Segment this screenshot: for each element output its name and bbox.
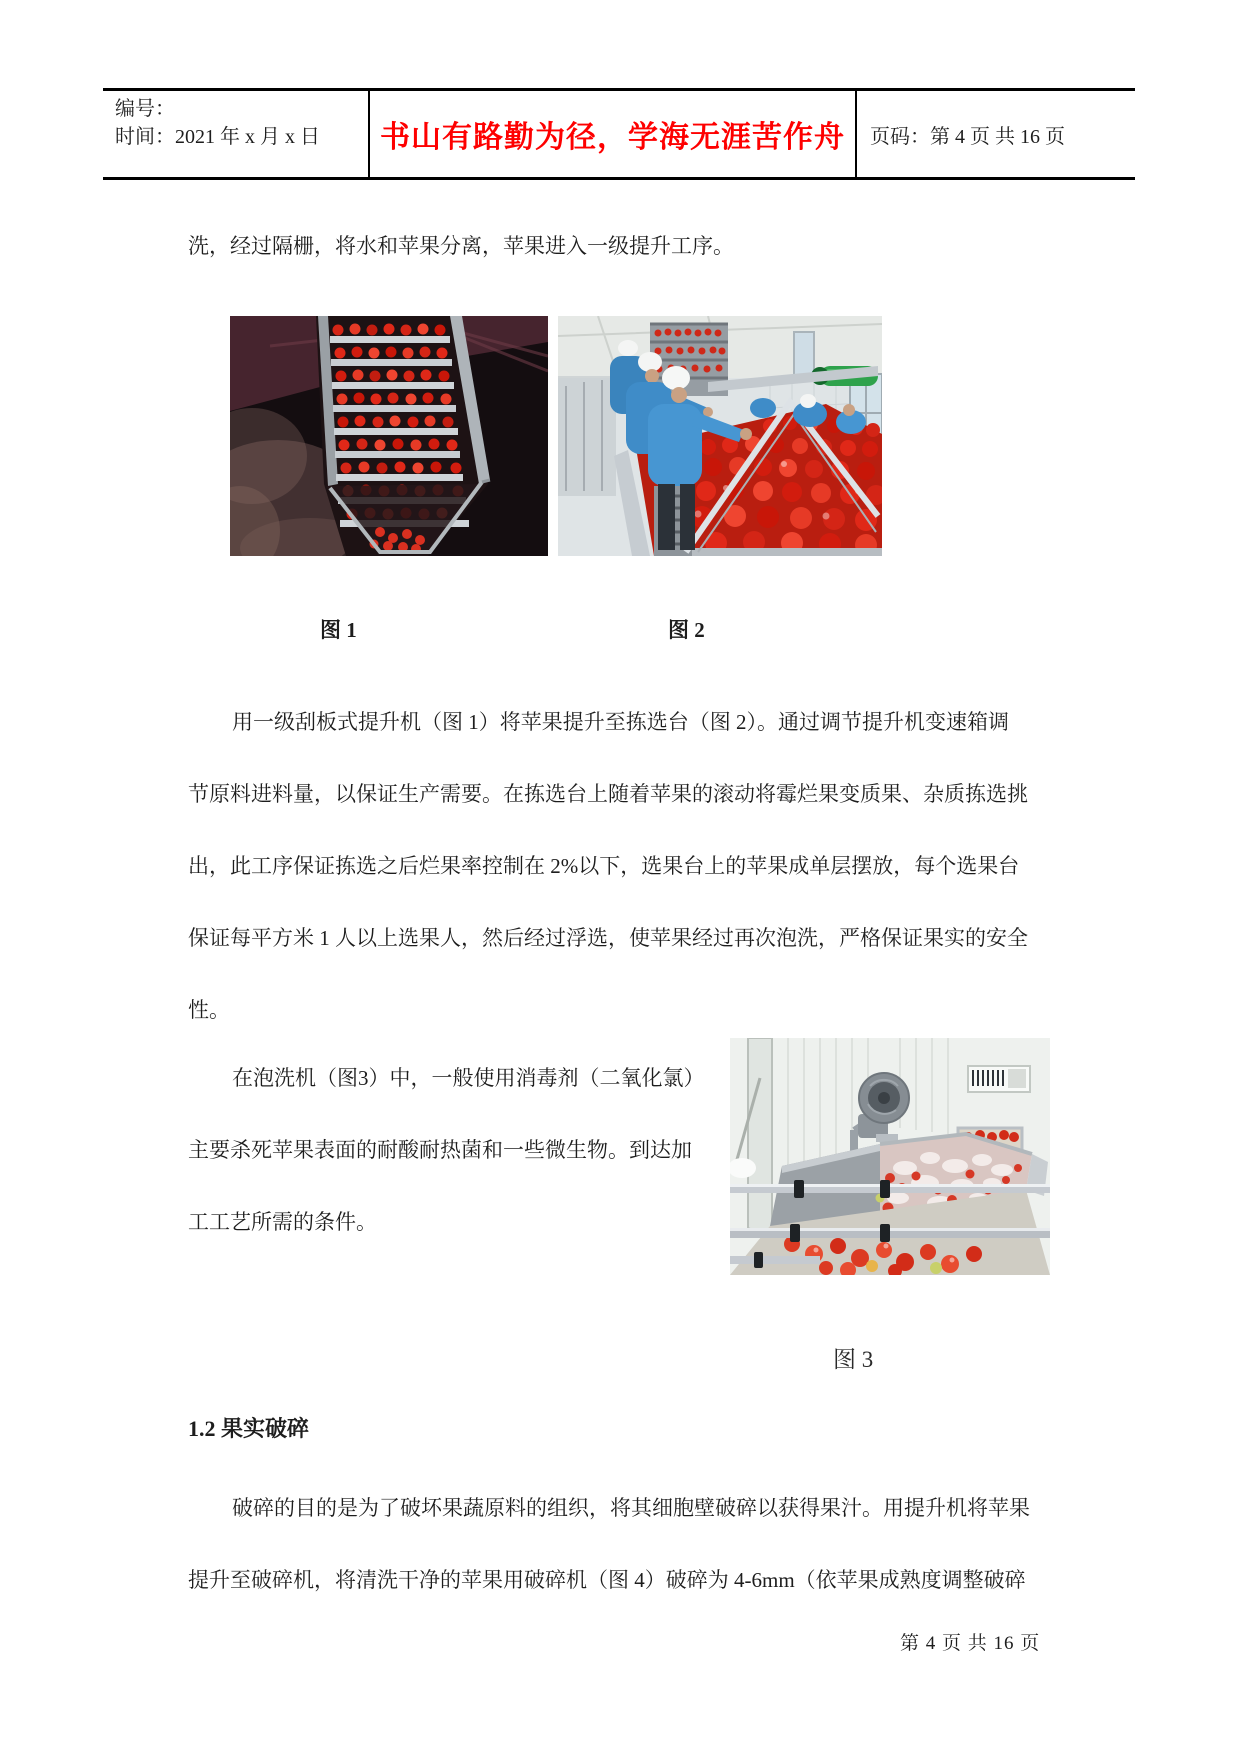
paragraph-2-line: 节原料进料量，以保证生产需要。在拣选台上随着苹果的滚动将霉烂果变质果、杂质拣选挑 [188, 782, 1028, 806]
footer-page-number: 第 4 页 共 16 页 [900, 1633, 1041, 1654]
header-page-number: 页码：第 4 页 共 16 页 [855, 91, 1135, 177]
header-table [103, 88, 1135, 180]
header-date-label: 时间：2021 年 x 月 x 日 [115, 126, 320, 148]
header-slogan: 书山有路勤为径，学海无涯苦作舟 [368, 91, 855, 177]
paragraph-2-line: 出，此工序保证拣选之后烂果率控制在 2%以下，选果台上的苹果成单层摆放，每个选果台 [188, 854, 1020, 878]
figure1-image [230, 316, 548, 556]
figure2-caption: 图 2 [668, 618, 705, 642]
section-heading: 1.2 果实破碎 [188, 1416, 310, 1441]
paragraph-2-line: 性。 [188, 998, 230, 1022]
figure2-image [558, 316, 882, 556]
paragraph-2 [188, 686, 1108, 1046]
paragraph-4 [188, 1472, 1108, 1616]
figure1-caption: 图 1 [320, 618, 357, 642]
paragraph-3-line: 主要杀死苹果表面的耐酸耐热菌和一些微生物。到达加 [188, 1138, 692, 1162]
header-left-cell [103, 91, 368, 177]
paragraph-2-line: 保证每平方米 1 人以上选果人，然后经过浮选，使苹果经过再次泡洗，严格保证果实的安全 [188, 926, 1028, 950]
paragraph-2-line: 用一级刮板式提升机（图 1）将苹果提升至拣选台（图 2）。通过调节提升机变速箱调 [232, 710, 1009, 734]
figure3-image [730, 1038, 1050, 1275]
paragraph-4-line: 破碎的目的是为了破坏果蔬原料的组织，将其细胞壁破碎以获得果汁。用提升机将苹果 [232, 1496, 1030, 1520]
figure3-caption: 图 3 [833, 1347, 874, 1372]
header-number-label: 编号： [115, 98, 175, 120]
paragraph-3-line: 工工艺所需的条件。 [188, 1210, 377, 1234]
paragraph-4-line: 提升至破碎机，将清洗干净的苹果用破碎机（图 4）破碎为 4-6mm（依苹果成熟度调整破碎 [188, 1568, 1026, 1592]
air-vent [968, 1066, 1030, 1092]
paragraph-1: 洗，经过隔栅，将水和苹果分离，苹果进入一级提升工序。 [188, 234, 734, 258]
paragraph-3-line: 在泡洗机（图3）中，一般使用消毒剂（二氧化氯） [232, 1066, 705, 1090]
paragraph-3 [188, 1042, 748, 1258]
